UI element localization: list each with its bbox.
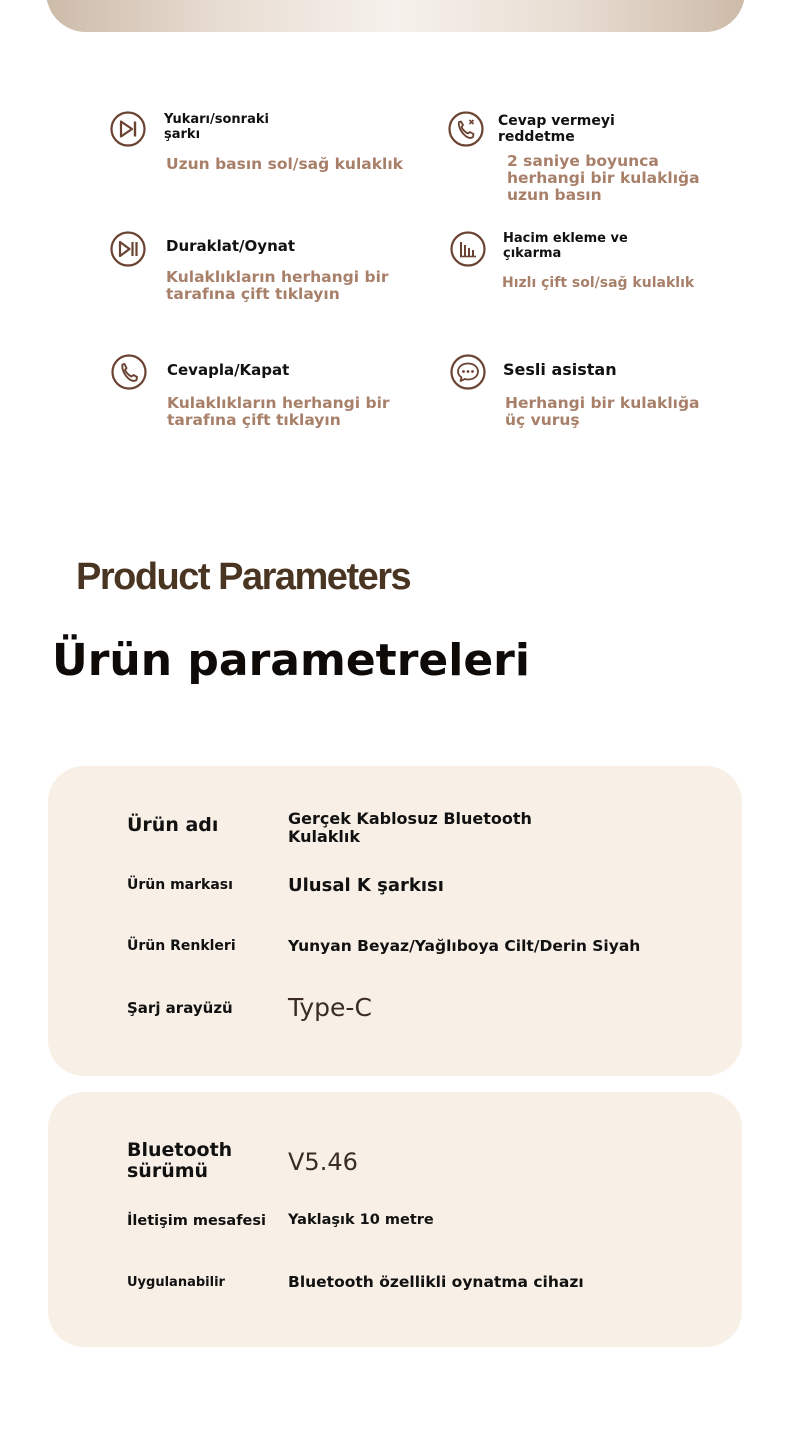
skip-next-icon: [110, 111, 146, 147]
feature-description: 2 saniye boyunca herhangi bir kulaklığa uzun basın: [507, 152, 700, 205]
feature-description: Hızlı çift sol/sağ kulaklık: [502, 275, 695, 291]
param-label-applicable: Uygulanabilir: [127, 1275, 225, 1290]
param-value-bluetooth-version: V5.46: [288, 1148, 358, 1176]
param-value-applicable: Bluetooth özellikli oynatma cihazı: [288, 1273, 584, 1291]
feature-title: Duraklat/Oynat: [166, 237, 296, 255]
feature-title: Sesli asistan: [503, 360, 617, 379]
parameters-card-2: [48, 1092, 742, 1347]
feature-description: Herhangi bir kulaklığa üç vuruş: [505, 394, 700, 430]
section-heading-turkish: Ürün parametreleri: [52, 635, 530, 686]
param-value-range: Yaklaşık 10 metre: [288, 1212, 434, 1228]
param-value-charging-port: Type-C: [288, 993, 372, 1022]
feature-description: Kulaklıkların herhangi bir tarafına çift tıklayın: [166, 268, 389, 304]
param-label-product-name: Ürün adı: [127, 814, 219, 836]
product-image-banner: [46, 0, 745, 32]
feature-description: Uzun basın sol/sağ kulaklık: [166, 155, 403, 173]
phone-reject-icon: [448, 111, 484, 147]
phone-icon: [111, 354, 147, 390]
param-label-charging-port: Şarj arayüzü: [127, 999, 233, 1017]
feature-title: Cevap vermeyi reddetme: [498, 113, 615, 146]
feature-title: Yukarı/sonraki şarkı: [164, 112, 269, 142]
chat-bubble-icon: [450, 354, 486, 390]
param-label-bluetooth-version: Bluetooth sürümü: [127, 1139, 233, 1182]
feature-title: Hacim ekleme ve çıkarma: [503, 231, 628, 261]
volume-bars-icon: [450, 231, 486, 267]
param-label-colors: Ürün Renkleri: [127, 938, 236, 954]
param-value-product-name: Gerçek Kablosuz Bluetooth Kulaklık: [288, 809, 532, 846]
feature-title: Cevapla/Kapat: [167, 361, 290, 379]
section-heading-english: Product Parameters: [76, 556, 411, 598]
play-pause-icon: [110, 231, 146, 267]
param-label-brand: Ürün markası: [127, 877, 233, 893]
parameters-card-1: [48, 766, 742, 1076]
param-label-range: İletişim mesafesi: [127, 1213, 266, 1229]
feature-description: Kulaklıkların herhangi bir tarafına çift tıklayın: [167, 394, 390, 430]
param-value-brand: Ulusal K şarkısı: [288, 875, 444, 896]
param-value-colors: Yunyan Beyaz/Yağlıboya Cilt/Derin Siyah: [288, 937, 641, 955]
